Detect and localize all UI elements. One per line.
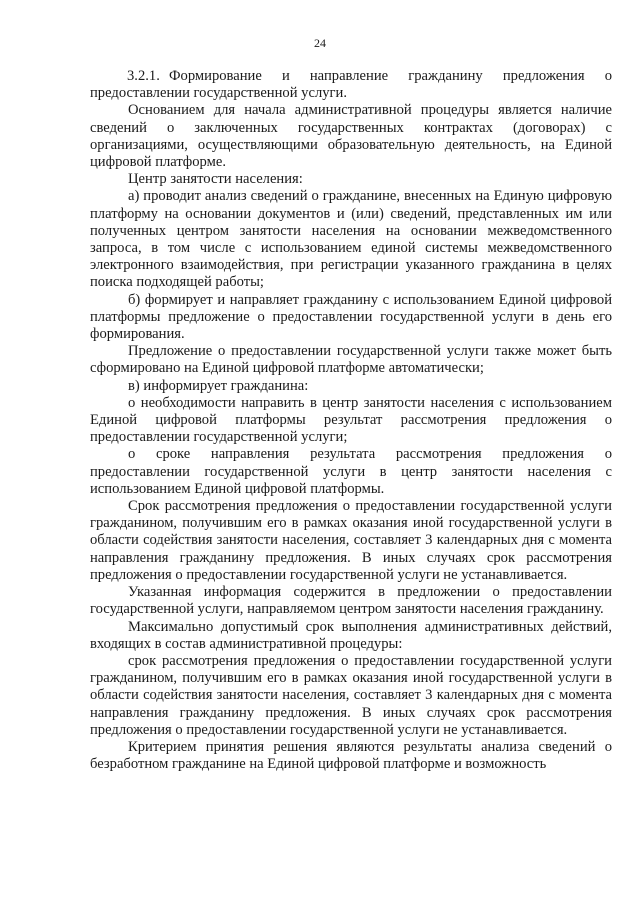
paragraph: Центр занятости населения: — [128, 171, 303, 188]
paragraph: Критерием принятия решения являются результаты анализа сведений о безработном гражданине на Единой цифровой платформе и возможность — [90, 738, 612, 773]
paragraph: б) формирует и направляет гражданину с использованием Единой цифровой платформы предложение о предоставлении государственной услуги в день его формирования. — [90, 291, 612, 343]
paragraph: Указанная информация содержится в предложении о предоставлении государственной услуги, направляемом центром занятости населения гражданину. — [90, 584, 612, 618]
paragraph: Предложение о предоставлении государственной услуги также может быть сформировано на Единой цифровой платформе автоматически; — [90, 343, 612, 377]
paragraph: Максимально допустимый срок выполнения административных действий, входящих в состав административной процедуры: — [90, 618, 612, 652]
section-heading — [90, 68, 612, 102]
body-text — [90, 68, 612, 773]
paragraph: срок рассмотрения предложения о предоставлении государственной услуги гражданином, получившим его в рамках оказания иной государственной услуги в области содействия занятости населения, составляет 3 календарных дня с момента направления гражданину предложения. В иных случаях срок рассмотрения предложения о предоставлении государственной услуги не устанавливается. — [90, 652, 612, 738]
paragraph: о сроке направления результата рассмотрения предложения о предоставлении государственной услуги в центр занятости населения с использованием Единой цифровой платформы. — [90, 446, 612, 497]
paragraph: Основанием для начала административной процедуры является наличие сведений о заключенных государственных контрактах (договорах) с организациями, осуществляющими образовательную деятельность, на Единой цифровой платформе. — [90, 102, 612, 171]
paragraph: в) информирует гражданина: — [128, 377, 309, 394]
paragraph: о необходимости направить в центр занятости населения с использованием Единой цифровой платформы результат рассмотрения предложения о предоставлении государственной услуги; — [90, 394, 612, 446]
section-title: Формирование и направление гражданину предложения о предоставлении государственной услуги. — [90, 68, 612, 102]
paragraph: Срок рассмотрения предложения о предоставлении государственной услуги гражданином, получившим его в рамках оказания иной государственной услуги в области содействия занятости населения, составляет 3 календарных дня с момента направления гражданину предложения. В иных случаях срок рассмотрения предложения о предоставлении государственной услуги не устанавливается. — [90, 498, 612, 583]
page-number: 24 — [314, 36, 326, 50]
section-number: 3.2.1. — [127, 68, 160, 84]
paragraph: а) проводит анализ сведений о гражданине, внесенных на Единую цифровую платформу на основании документов и (или) сведений, представленных им или полученных центром занятости населения на основании межведомственного запроса, в том числе с использованием единой системы межведомственного электронного взаимодействия, при регистрации указанного гражданина в целях поиска подходящей работы; — [90, 188, 612, 291]
